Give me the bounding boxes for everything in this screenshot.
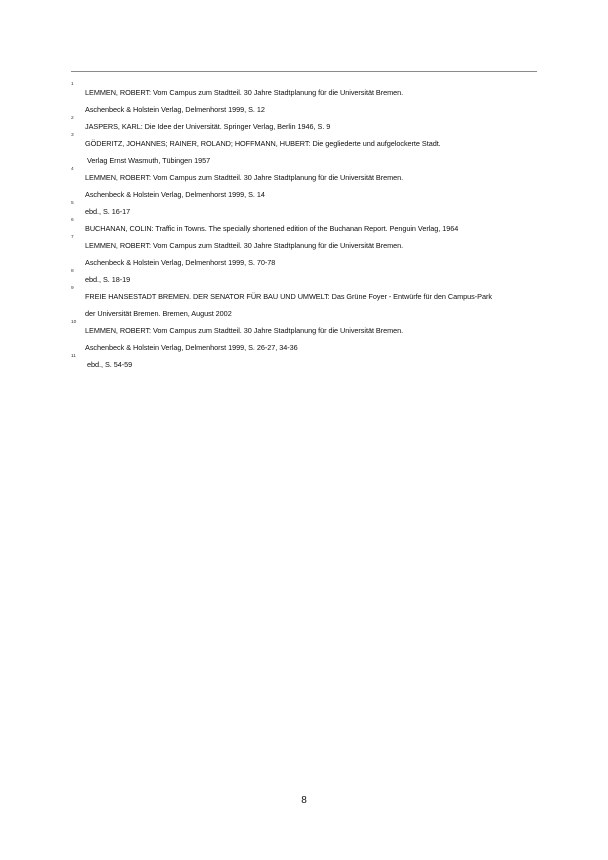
footnote-text-line: Aschenbeck & Holstein Verlag, Delmenhorst 1999, S. 70-78: [85, 258, 276, 267]
footnote-text-line: JASPERS, KARL: Die Idee der Universität. Springer Verlag, Berlin 1946, S. 9: [85, 122, 331, 131]
footnote: [71, 203, 537, 220]
footnote-number: 6: [71, 218, 74, 223]
footnote-text-line: ebd., S. 54-59: [87, 360, 133, 369]
footnote-text-line: LEMMEN, ROBERT: Vom Campus zum Stadtteil. 30 Jahre Stadtplanung für die Universität Bremen.: [85, 88, 404, 97]
footnote-separator-rule: [71, 71, 537, 72]
footnote: [71, 220, 537, 237]
footnote-number: 2: [71, 116, 74, 121]
footnote-text-line: Aschenbeck & Holstein Verlag, Delmenhorst 1999, S. 26-27, 34-36: [85, 343, 298, 352]
footnotes-section: [71, 84, 537, 373]
footnote-number: 3: [71, 133, 74, 138]
footnote-text-line: FREIE HANSESTADT BREMEN. DER SENATOR FÜR BAU UND UMWELT: Das Grüne Foyer - Entwürfe für den Campus-Park: [85, 292, 492, 301]
footnote: [71, 356, 537, 373]
footnote-number: 9: [71, 286, 74, 291]
footnote-number: 8: [71, 269, 74, 274]
footnote-text-line: Verlag Ernst Wasmuth, Tübingen 1957: [87, 156, 211, 165]
footnote-text-line: GÖDERITZ, JOHANNES; RAINER, ROLAND; HOFFMANN, HUBERT: Die gegliederte und aufgelockerte Stadt.: [85, 139, 441, 148]
footnote-text-line: Aschenbeck & Holstein Verlag, Delmenhorst 1999, S. 12: [85, 105, 265, 114]
footnote-number: 5: [71, 201, 74, 206]
footnote: [71, 118, 537, 135]
footnote-number: 11: [71, 354, 76, 359]
footnote-number: 4: [71, 167, 74, 172]
footnote: [71, 288, 537, 322]
footnote-text-line: LEMMEN, ROBERT: Vom Campus zum Stadtteil. 30 Jahre Stadtplanung für die Universität Bremen.: [85, 241, 404, 250]
footnote: [71, 237, 537, 271]
footnote-number: 7: [71, 235, 74, 240]
footnote-text-line: LEMMEN, ROBERT: Vom Campus zum Stadtteil. 30 Jahre Stadtplanung für die Universität Bremen.: [85, 326, 404, 335]
footnote-text-line: ebd., S. 16-17: [85, 207, 131, 216]
footnote-text-line: der Universität Bremen. Bremen, August 2002: [85, 309, 232, 318]
footnote-number: 1: [71, 82, 74, 87]
page-number: 8: [301, 795, 307, 806]
footnote-number: 10: [71, 320, 77, 325]
footnote: [71, 322, 537, 356]
footnote-text-line: ebd., S. 18-19: [85, 275, 131, 284]
footnote-text-line: BUCHANAN, COLIN: Traffic in Towns. The specially shortened edition of the Buchanan Report. Penguin Verlag, 1964: [85, 224, 459, 233]
footnote: [71, 169, 537, 203]
footnote-text-line: LEMMEN, ROBERT: Vom Campus zum Stadtteil. 30 Jahre Stadtplanung für die Universität Bremen.: [85, 173, 404, 182]
footnote: [71, 135, 537, 169]
footnote: [71, 84, 537, 118]
footnote: [71, 271, 537, 288]
footnote-text-line: Aschenbeck & Holstein Verlag, Delmenhorst 1999, S. 14: [85, 190, 265, 199]
